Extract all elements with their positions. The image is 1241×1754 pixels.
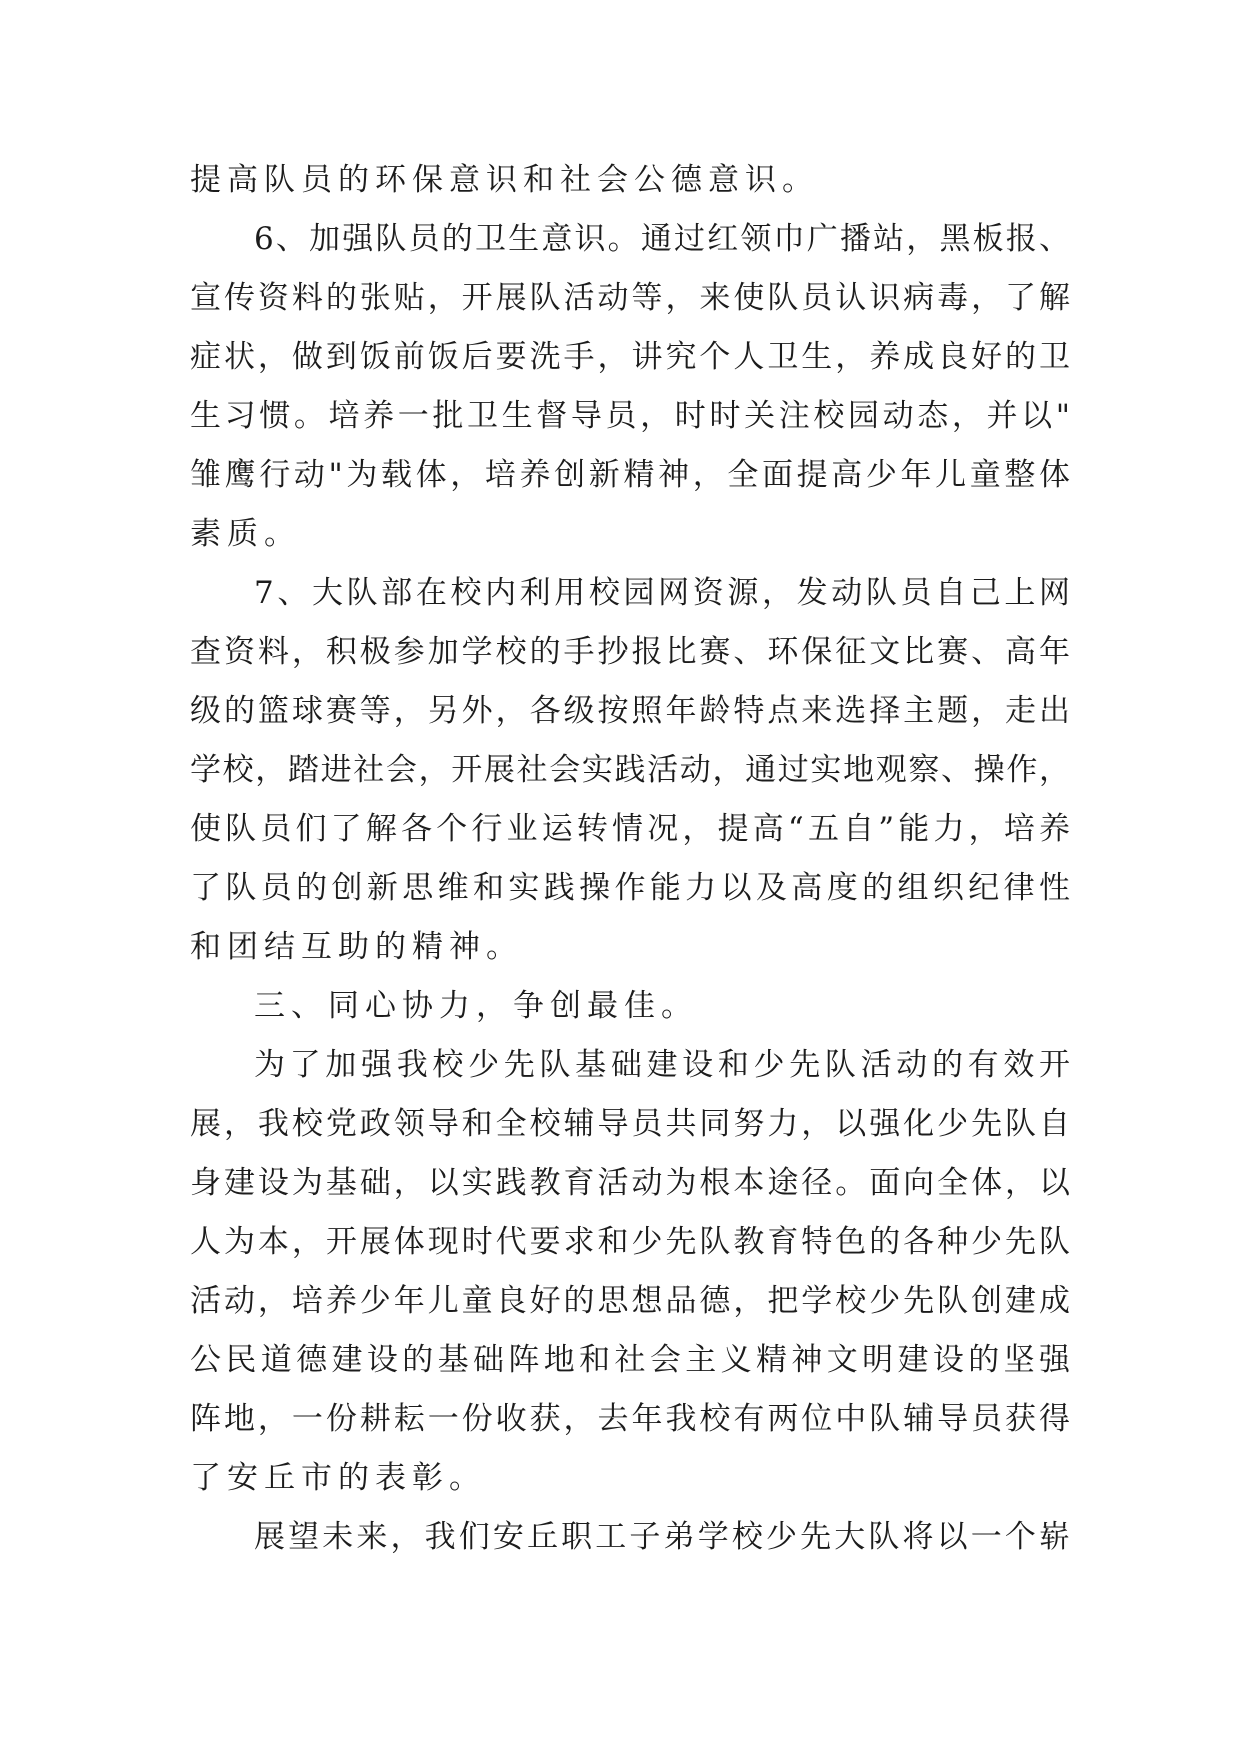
text-line: 了安丘市的表彰。 [190,1460,486,1496]
text-line: 活动，培养少年儿童良好的思想品德，把学校少先队创建成 [190,1283,1070,1319]
text-line: 展，我校党政领导和全校辅导员共同努力，以强化少先队自 [190,1106,1070,1142]
text-line: 为了加强我校少先队基础建设和少先队活动的有效开 [254,1047,1070,1083]
text-line: 公民道德建设的基础阵地和社会主义精神文明建设的坚强 [190,1342,1070,1378]
text-line: 生习惯。培养一批卫生督导员，时时关注校园动态，并以" [190,398,1070,434]
text-line: 使队员们了解各个行业运转情况，提高“五自”能力，培养 [190,811,1070,847]
text-line: 学校，踏进社会，开展社会实践活动，通过实地观察、操作， [190,752,1070,788]
text-line: 提高队员的环保意识和社会公德意识。 [190,162,819,198]
text-line: 和团结互助的精神。 [190,929,523,965]
text-line: 查资料，积极参加学校的手抄报比赛、环保征文比赛、高年 [190,634,1070,670]
text-line: 6、加强队员的卫生意识。通过红领巾广播站，黑板报、 [254,221,1070,257]
text-line: 人为本，开展体现时代要求和少先队教育特色的各种少先队 [190,1224,1070,1260]
text-line: 级的篮球赛等，另外，各级按照年龄特点来选择主题，走出 [190,693,1070,729]
text-line: 展望未来，我们安丘职工子弟学校少先大队将以一个崭 [254,1519,1070,1555]
section-heading: 三、同心协力，争创最佳。 [254,988,698,1024]
text-line: 7、大队部在校内利用校园网资源，发动队员自己上网 [254,575,1070,611]
text-line: 宣传资料的张贴，开展队活动等，来使队员认识病毒，了解 [190,280,1070,316]
text-line: 身建设为基础，以实践教育活动为根本途径。面向全体，以 [190,1165,1070,1201]
text-line: 阵地，一份耕耘一份收获，去年我校有两位中队辅导员获得 [190,1401,1070,1437]
text-line: 雏鹰行动"为载体，培养创新精神，全面提高少年儿童整体 [190,457,1070,493]
text-line: 症状，做到饭前饭后要洗手，讲究个人卫生，养成良好的卫 [190,339,1070,375]
text-line: 素质。 [190,516,301,552]
text-line: 了队员的创新思维和实践操作能力以及高度的组织纪律性 [190,870,1070,906]
